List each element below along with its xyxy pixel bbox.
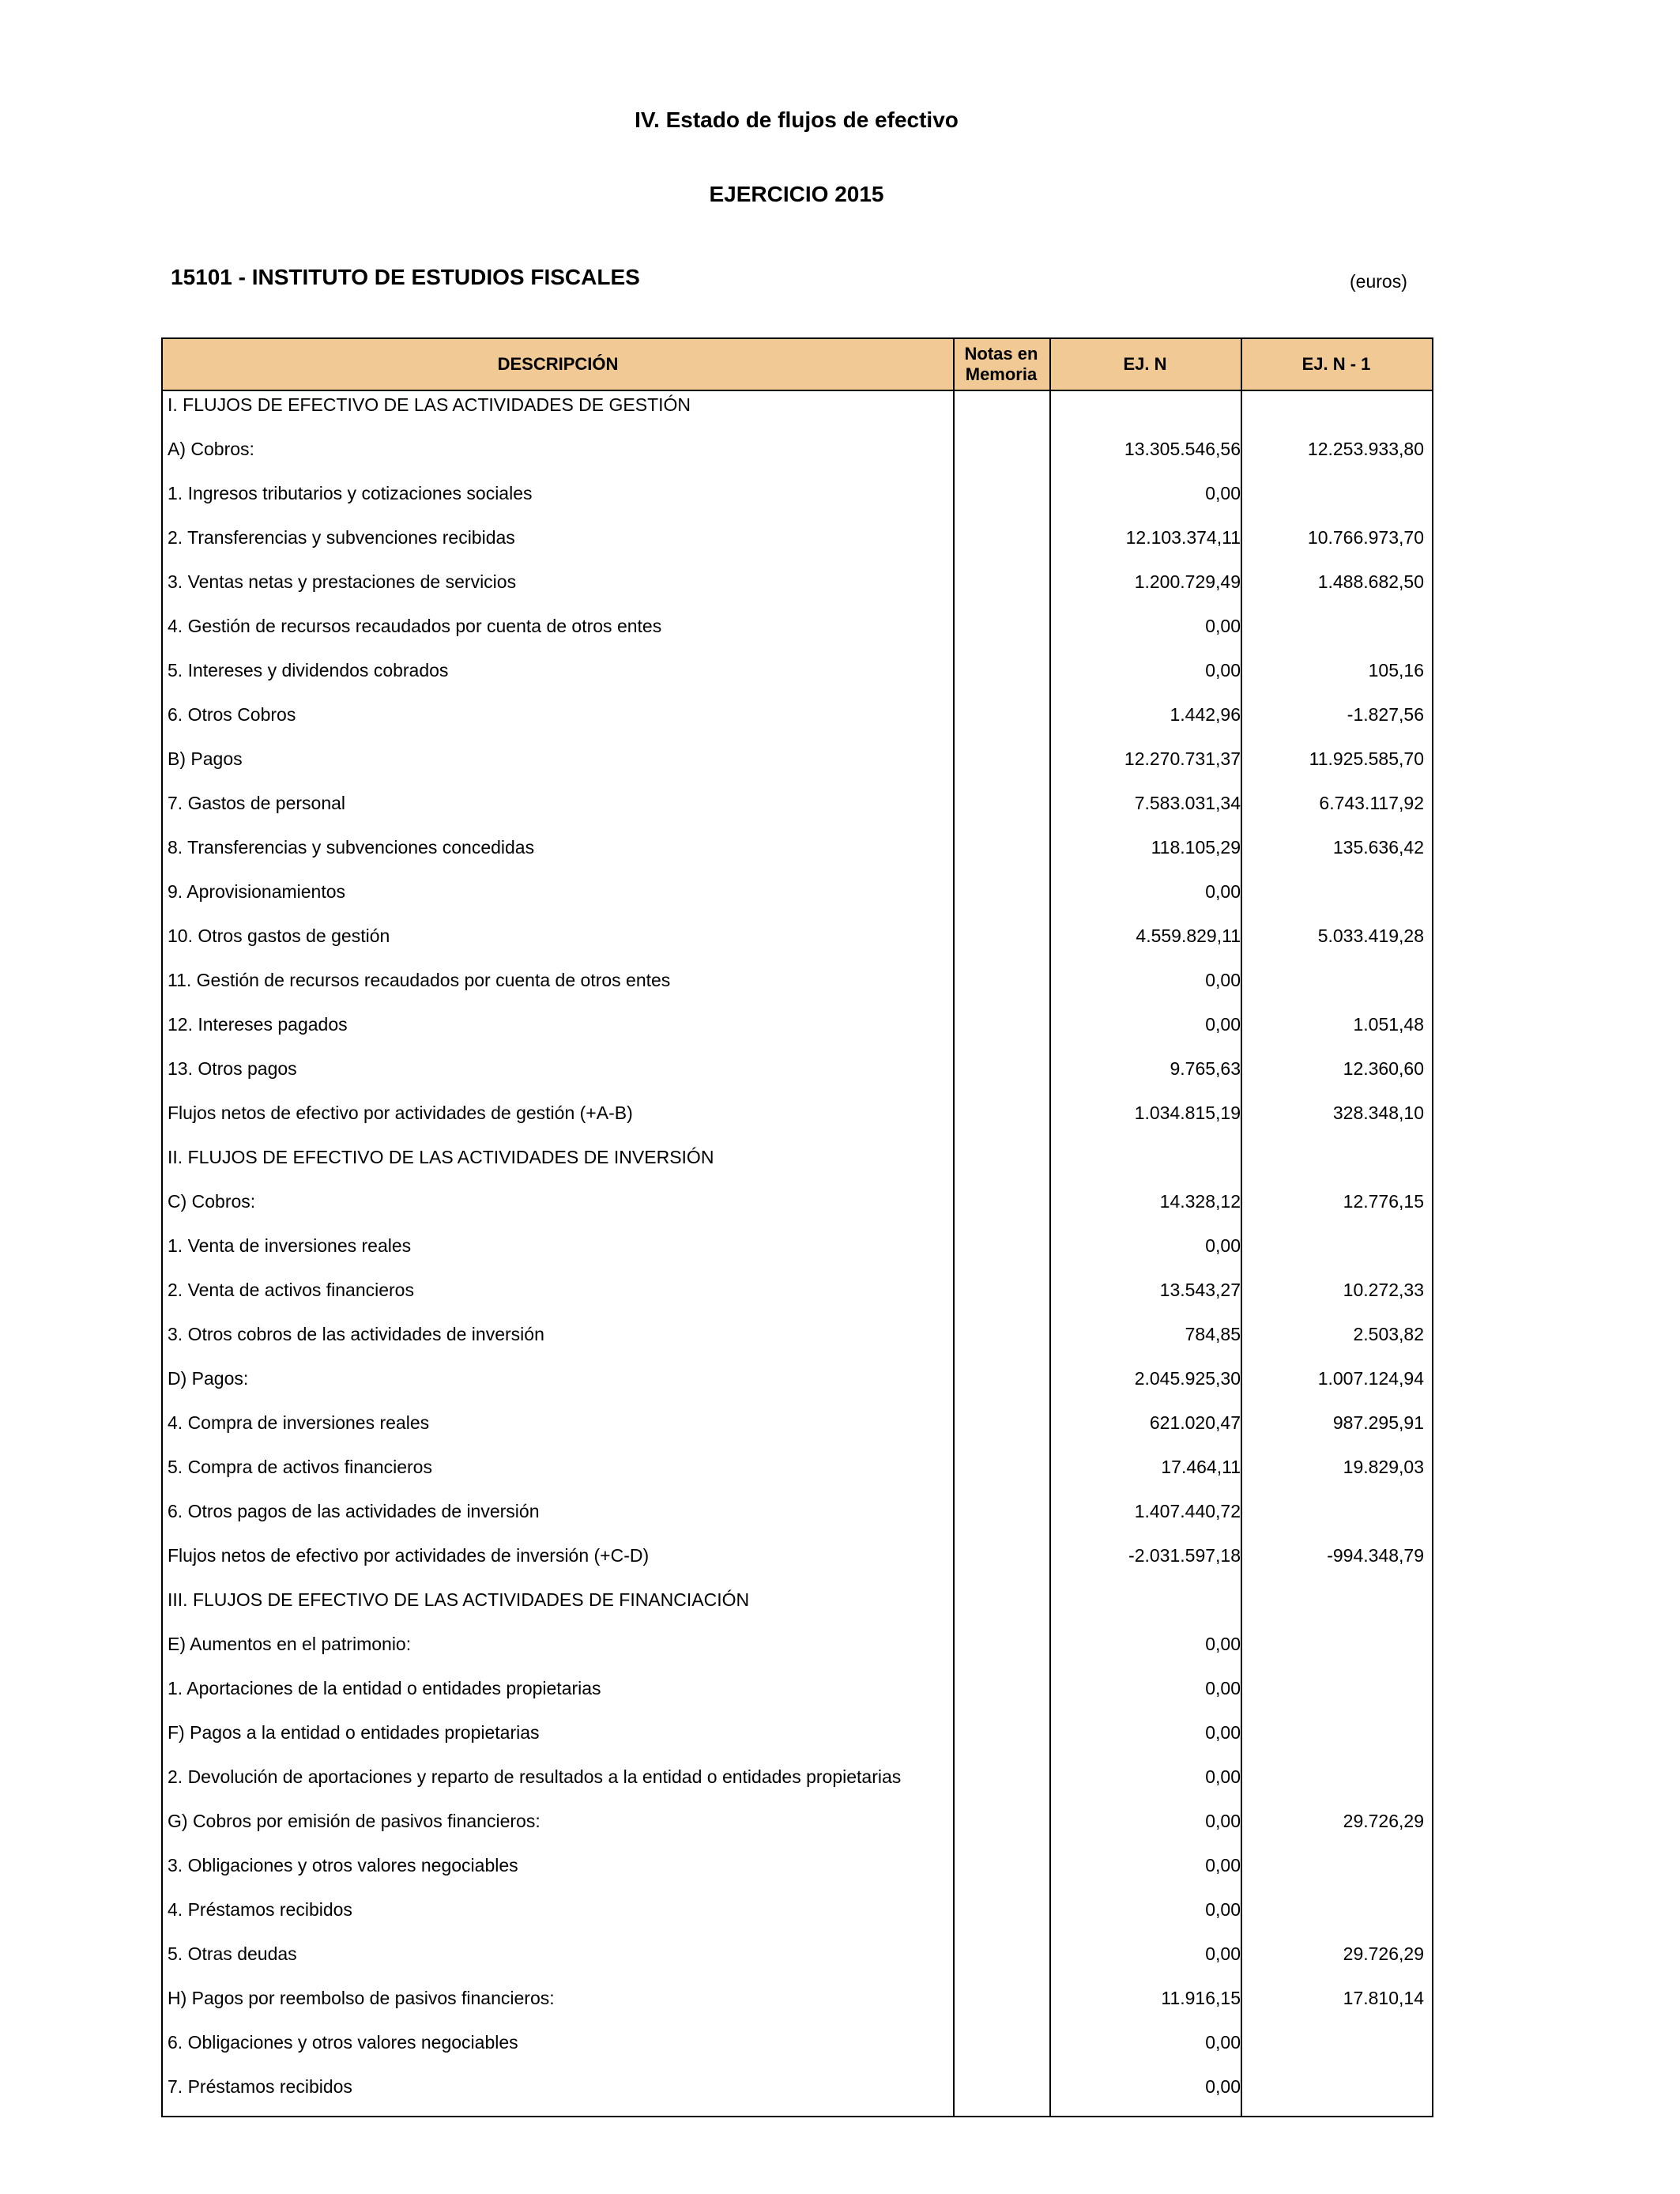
row-description: E) Aumentos en el patrimonio: bbox=[168, 1634, 412, 1654]
row-value-previous: 10.766.973,70 bbox=[1307, 527, 1424, 548]
table-row bbox=[163, 745, 1432, 790]
document-title: IV. Estado de flujos de efectivo bbox=[635, 107, 959, 132]
header-description: DESCRIPCIÓN bbox=[497, 354, 619, 374]
row-value-previous: 6.743.117,92 bbox=[1319, 793, 1424, 813]
row-value-current: 1.200.729,49 bbox=[1134, 571, 1241, 592]
table-row bbox=[163, 967, 1432, 1011]
row-value-current: 0,00 bbox=[1205, 1678, 1241, 1698]
row-description: 4. Gestión de recursos recaudados por cuenta de otros entes bbox=[168, 616, 662, 636]
cash-flow-table bbox=[161, 337, 1433, 2117]
row-description: II. FLUJOS DE EFECTIVO DE LAS ACTIVIDADES DE INVERSIÓN bbox=[168, 1147, 714, 1167]
row-description: 5. Otras deudas bbox=[168, 1943, 297, 1964]
row-description: 6. Obligaciones y otros valores negociables bbox=[168, 2032, 518, 2053]
row-description: 5. Compra de activos financieros bbox=[168, 1457, 432, 1477]
table-row bbox=[163, 1453, 1432, 1498]
row-description: 6. Otros pagos de las actividades de inversión bbox=[168, 1501, 540, 1521]
row-description: F) Pagos a la entidad o entidades propietarias bbox=[168, 1722, 540, 1743]
row-value-previous: -994.348,79 bbox=[1327, 1545, 1424, 1566]
row-value-previous: 17.810,14 bbox=[1343, 1988, 1424, 2008]
table-row bbox=[163, 1985, 1432, 2029]
row-value-previous: 12.776,15 bbox=[1343, 1191, 1424, 1212]
table-row bbox=[163, 480, 1432, 524]
row-value-current: 0,00 bbox=[1205, 2076, 1241, 2097]
header-previous-year: EJ. N - 1 bbox=[1301, 354, 1371, 374]
header-notes: Notas en Memoria bbox=[964, 344, 1038, 384]
row-description: 2. Devolución de aportaciones y reparto de resultados a la entidad o entidades propietarias bbox=[168, 1766, 902, 1787]
row-value-previous: 1.488.682,50 bbox=[1317, 571, 1424, 592]
row-value-current: 0,00 bbox=[1205, 970, 1241, 990]
row-description: 1. Aportaciones de la entidad o entidades propietarias bbox=[168, 1678, 601, 1698]
row-value-previous: 328.348,10 bbox=[1332, 1103, 1424, 1123]
entity-name: 15101 - INSTITUTO DE ESTUDIOS FISCALES bbox=[171, 265, 640, 289]
header-current-year: EJ. N bbox=[1123, 354, 1167, 374]
row-value-previous: 987.295,91 bbox=[1332, 1412, 1424, 1433]
table-row bbox=[163, 1099, 1432, 1144]
table-row bbox=[163, 1232, 1432, 1276]
row-value-current: 7.583.031,34 bbox=[1134, 793, 1241, 813]
row-value-previous: 19.829,03 bbox=[1343, 1457, 1424, 1477]
row-description: 1. Venta de inversiones reales bbox=[168, 1235, 412, 1256]
table-row bbox=[163, 1144, 1432, 1188]
row-description: 9. Aprovisionamientos bbox=[168, 881, 346, 902]
table-row bbox=[163, 613, 1432, 657]
fiscal-year-label: EJERCICIO 2015 bbox=[709, 182, 884, 206]
table-row bbox=[163, 1586, 1432, 1630]
table-row bbox=[163, 1409, 1432, 1453]
row-value-current: 1.442,96 bbox=[1170, 704, 1241, 725]
table-row bbox=[163, 834, 1432, 878]
row-description: 7. Préstamos recibidos bbox=[168, 2076, 352, 2097]
table-row bbox=[163, 524, 1432, 568]
row-value-current: 784,85 bbox=[1185, 1324, 1241, 1344]
row-value-current: 621.020,47 bbox=[1149, 1412, 1241, 1433]
row-value-previous: 2.503,82 bbox=[1353, 1324, 1424, 1344]
row-value-current: 118.105,29 bbox=[1151, 837, 1241, 858]
row-value-previous: 5.033.419,28 bbox=[1317, 925, 1424, 946]
row-description: A) Cobros: bbox=[168, 439, 254, 459]
table-row bbox=[163, 1498, 1432, 1542]
row-value-current: 0,00 bbox=[1205, 660, 1241, 680]
row-value-current: 0,00 bbox=[1205, 1014, 1241, 1035]
row-value-current: 11.916,15 bbox=[1161, 1988, 1241, 2008]
row-description: Flujos netos de efectivo por actividades de inversión (+C-D) bbox=[168, 1545, 650, 1566]
row-description: I. FLUJOS DE EFECTIVO DE LAS ACTIVIDADES DE GESTIÓN bbox=[168, 394, 691, 415]
table-row bbox=[163, 1630, 1432, 1675]
row-value-current: 0,00 bbox=[1205, 1722, 1241, 1743]
table-body bbox=[163, 391, 1432, 2117]
row-description: 13. Otros pagos bbox=[168, 1058, 297, 1079]
row-value-previous: 29.726,29 bbox=[1343, 1811, 1424, 1831]
row-description: 3. Obligaciones y otros valores negociables bbox=[168, 1855, 518, 1875]
row-value-current: 0,00 bbox=[1205, 1855, 1241, 1875]
row-value-current: 9.765,63 bbox=[1170, 1058, 1241, 1079]
row-description: Flujos netos de efectivo por actividades de gestión (+A-B) bbox=[168, 1103, 633, 1123]
row-value-previous: 105,16 bbox=[1368, 660, 1424, 680]
row-value-current: 4.559.829,11 bbox=[1136, 925, 1241, 946]
table-row bbox=[163, 701, 1432, 745]
row-value-previous: 12.253.933,80 bbox=[1307, 439, 1424, 459]
row-value-current: -2.031.597,18 bbox=[1128, 1545, 1241, 1566]
table-row bbox=[163, 1011, 1432, 1055]
row-description: 10. Otros gastos de gestión bbox=[168, 925, 390, 946]
row-value-current: 0,00 bbox=[1205, 616, 1241, 636]
row-description: 2. Transferencias y subvenciones recibidas bbox=[168, 527, 515, 548]
row-description: B) Pagos bbox=[168, 748, 243, 769]
row-description: 2. Venta de activos financieros bbox=[168, 1280, 414, 1300]
row-description: D) Pagos: bbox=[168, 1368, 249, 1389]
row-value-previous: 1.051,48 bbox=[1353, 1014, 1424, 1035]
table-row bbox=[163, 568, 1432, 613]
row-description: H) Pagos por reembolso de pasivos financieros: bbox=[168, 1988, 555, 2008]
row-value-current: 0,00 bbox=[1205, 881, 1241, 902]
row-value-current: 14.328,12 bbox=[1159, 1191, 1241, 1212]
row-value-current: 0,00 bbox=[1205, 1766, 1241, 1787]
table-row bbox=[163, 1542, 1432, 1586]
table-row bbox=[163, 1188, 1432, 1232]
row-value-current: 13.305.546,56 bbox=[1124, 439, 1241, 459]
table-row bbox=[163, 1675, 1432, 1719]
row-description: 3. Ventas netas y prestaciones de servicios bbox=[168, 571, 517, 592]
row-value-current: 0,00 bbox=[1205, 1943, 1241, 1964]
table-row bbox=[163, 1321, 1432, 1365]
table-row bbox=[163, 1896, 1432, 1940]
row-description: 7. Gastos de personal bbox=[168, 793, 346, 813]
row-value-current: 0,00 bbox=[1205, 2032, 1241, 2053]
table-row bbox=[163, 391, 1432, 435]
currency-units: (euros) bbox=[1350, 271, 1407, 292]
row-value-previous: 11.925.585,70 bbox=[1309, 748, 1424, 769]
row-value-current: 13.543,27 bbox=[1159, 1280, 1241, 1300]
row-value-current: 0,00 bbox=[1205, 1634, 1241, 1654]
table-row bbox=[163, 1365, 1432, 1409]
table-row bbox=[163, 1763, 1432, 1808]
row-value-current: 0,00 bbox=[1205, 1899, 1241, 1920]
row-description: 1. Ingresos tributarios y cotizaciones sociales bbox=[168, 483, 533, 503]
table-row bbox=[163, 1852, 1432, 1896]
row-description: G) Cobros por emisión de pasivos financieros: bbox=[168, 1811, 541, 1831]
row-description: 8. Transferencias y subvenciones concedidas bbox=[168, 837, 535, 858]
row-value-previous: 29.726,29 bbox=[1343, 1943, 1424, 1964]
row-value-current: 0,00 bbox=[1205, 1235, 1241, 1256]
table-row bbox=[163, 922, 1432, 967]
table-row bbox=[163, 1719, 1432, 1763]
table-row bbox=[163, 1940, 1432, 1985]
row-value-previous: 12.360,60 bbox=[1343, 1058, 1424, 1079]
row-value-previous: -1.827,56 bbox=[1347, 704, 1424, 725]
row-value-current: 12.270.731,37 bbox=[1124, 748, 1241, 769]
table-row bbox=[163, 657, 1432, 701]
row-description: 11. Gestión de recursos recaudados por cuenta de otros entes bbox=[168, 970, 671, 990]
table-row bbox=[163, 435, 1432, 480]
row-value-current: 17.464,11 bbox=[1161, 1457, 1241, 1477]
table-row bbox=[163, 2073, 1432, 2117]
table-row bbox=[163, 1276, 1432, 1321]
row-value-current: 0,00 bbox=[1205, 1811, 1241, 1831]
row-value-current: 1.034.815,19 bbox=[1134, 1103, 1241, 1123]
row-description: 4. Compra de inversiones reales bbox=[168, 1412, 430, 1433]
row-description: 12. Intereses pagados bbox=[168, 1014, 348, 1035]
row-value-current: 1.407.440,72 bbox=[1134, 1501, 1241, 1521]
table-row bbox=[163, 790, 1432, 834]
table-row bbox=[163, 2029, 1432, 2073]
row-description: 3. Otros cobros de las actividades de inversión bbox=[168, 1324, 544, 1344]
row-description: 4. Préstamos recibidos bbox=[168, 1899, 352, 1920]
row-description: 5. Intereses y dividendos cobrados bbox=[168, 660, 449, 680]
table-row bbox=[163, 1808, 1432, 1852]
row-value-current: 2.045.925,30 bbox=[1134, 1368, 1241, 1389]
row-value-current: 12.103.374,11 bbox=[1125, 527, 1241, 548]
row-description: 6. Otros Cobros bbox=[168, 704, 296, 725]
table-row bbox=[163, 878, 1432, 922]
row-value-current: 0,00 bbox=[1205, 483, 1241, 503]
row-value-previous: 10.272,33 bbox=[1343, 1280, 1424, 1300]
row-description: III. FLUJOS DE EFECTIVO DE LAS ACTIVIDADES DE FINANCIACIÓN bbox=[168, 1589, 750, 1610]
table-row bbox=[163, 1055, 1432, 1099]
row-description: C) Cobros: bbox=[168, 1191, 256, 1212]
row-value-previous: 135.636,42 bbox=[1332, 837, 1424, 858]
row-value-previous: 1.007.124,94 bbox=[1317, 1368, 1424, 1389]
